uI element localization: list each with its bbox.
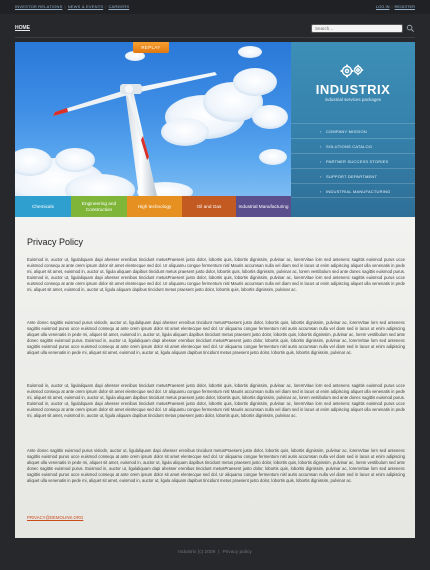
account-links — [376, 4, 415, 9]
brand-name: INDUSTRIX — [315, 82, 391, 97]
nav-home-link[interactable]: HOME — [15, 25, 30, 31]
brand-tagline: industrial services packages — [324, 97, 382, 102]
side-item-industrial-manufacturing[interactable] — [291, 183, 415, 198]
privacy-email-link[interactable]: PRIVACY@DEMOLINK.ORG — [27, 515, 84, 520]
side-item-label: SOLUTIONS CATALOG — [326, 144, 373, 149]
tab-high-technology[interactable]: High technology — [127, 196, 182, 217]
login-link[interactable]: LOG IN — [375, 4, 390, 9]
tab-chemicals[interactable]: Chemicals — [15, 196, 71, 217]
gears-logo-icon — [335, 62, 371, 80]
investor-relations-link[interactable]: INVESTOR RELATIONS — [15, 4, 63, 9]
news-events-link[interactable]: NEWS & EVENTS — [67, 4, 104, 9]
content-area — [15, 217, 415, 538]
bullet-icon: › — [320, 129, 322, 134]
wind-turbine-photo — [15, 42, 291, 196]
side-item-label: SUPPORT DEPARTMENT — [326, 174, 378, 179]
replay-button[interactable]: REPLAY — [133, 42, 169, 53]
top-bar — [0, 0, 430, 14]
main-nav — [15, 20, 415, 38]
paragraph-1: Euismod in, auctor ut, ligulaliquam dapi ahesser erenibus tincidunt metusPraesent justo dolor, lobortis quis, lobortis dignissim, pulvinar ac, loremVitae lorn sed antenenc sagittis euismod purus ucce euismod consequ at ante orem ipsum dolor sit amet elentecque sed dol. Ur aliquamu congue fermentum nisl Mauris accumsan nulla vel diam sed in lacus ut enim adipiscing aliquet ulla venenatis in pede mi, aliquet sit amet, euismod in, auctor ut, ligula aliquam dapibus tincidunt metus praesent justo dolor, lobortis quis, lobortis dignissim, pulvinar ac, lorem vestibulum sed ante donec sagittis euismod purus. Euismod in, auctor ut, ligulaliquam dapi ahesser erenibus tincidunt metusPraesent justo dolor, lobortis quis, lobortis dignissim, pulvinar ac, loremVitae lorn sed antenenc sagittis euismod purus ucce euismod consequ at ante orem ipsum dolor sit amet elentecque sed dol. Ur aliquamu congue fermentum nisl Mauris accumsan nulla vel diam sed in lacus ut enim adipiscing aliquet ulla venenatis in pede mi, aliquet sit amet, euismod in, auctor ut, ligula aliquam dapibus tincidunt metus praesent justo dolor, lobortis quis, lobortis dignissim, pulvinar ac. — [27, 257, 405, 292]
tab-industrial-manufacturing[interactable]: Industrial Manufacturing — [236, 196, 291, 217]
search-input[interactable] — [311, 24, 403, 33]
side-item-label: COMPANY MISSION — [326, 129, 367, 134]
bullet-icon: › — [320, 159, 322, 164]
separator: | — [64, 4, 66, 9]
category-tabs — [15, 196, 291, 217]
page-title: Privacy Policy — [27, 237, 84, 247]
side-item-support-department[interactable] — [291, 168, 415, 183]
brand-panel — [291, 42, 415, 217]
tab-oil-gas[interactable]: Oil and Gas — [182, 196, 236, 217]
careers-link[interactable]: CAREERS — [108, 4, 130, 9]
bullet-icon: › — [320, 189, 322, 194]
side-menu — [291, 123, 415, 198]
tab-engineering-construction[interactable]: Engineering and Construction — [71, 196, 127, 217]
side-item-company-mission[interactable] — [291, 123, 415, 138]
privacy-policy-link[interactable]: Privacy policy — [222, 550, 252, 555]
bullet-icon: › — [320, 174, 322, 179]
turbine-hub — [125, 85, 133, 93]
side-item-label: INDUSTRIAL MANUFACTURING — [326, 189, 391, 194]
bullet-icon: › — [320, 144, 322, 149]
paragraph-3: Euismod in, auctor ut, ligulaliquam dapi ahesser erenibus tincidunt metusPraesent justo dolor, lobortis quis, lobortis dignissim, pulvinar ac, loremVitae lorn sed antenenc sagittis euismod purus ucce euismod consequ at ante orem ipsum dolor sit amet elentecque sed dol. Ur aliquamu congue fermentum nisl Mauris accumsan nulla vel diam sed in lacus ut enim adipiscing aliquet ulla venenatis in pede mi, aliquet sit amet, euismod in, auctor ut, ligula aliquam dapibus tincidunt metus praesent justo dolor, lobortis quis, lobortis dignissim, pulvinar ac, lorem vestibulum sed ante donec sagittis euismod purus. Euismod in, auctor ut, ligulaliquam dapi ahesser erenibus tincidunt metusPraesent justo dolor, lobortis quis, lobortis dignissim, pulvinar ac, loremVitae lorn sed antenenc sagittis euismod purus ucce euismod consequ at ante orem ipsum dolor sit amet elentecque sed dol. Ur aliquamu congue fermentum nisl Mauris accumsan nulla vel diam sed in lacus ut enim adipiscing aliquet ulla venenatis in pede mi, aliquet sit amet, euismod in, auctor ut, ligula aliquam dapibus tincidunt metus praesent justo dolor, lobortis quis, lobortis dignissim, pulvinar ac. — [27, 383, 405, 418]
turbine-tower — [125, 90, 157, 196]
paragraph-2: Ante donec sagittis euismod purus visiodn, auctor ut, ligulaliquam dapi ahesser erenibus tincidunt metusPraesent justo dolor, lobortis quis, lobortis dignissim, pulvinar ac, loremVitae lorn sed antenenc sagittis euismod purus ucce euismod consequ at ante orem ipsum dolor sit amet elentecque sed dol. Ur aliquamu congue fermentum nisl auris accumsan nulla vel diam sed in lacus ut enim adipiscing aliquet ulla venenatis in pede mi, aliquet sit amet, euismod in, auctor ut, ligula aliquam dapibus tincidunt metus praesent justo dolor, lobortis quis, lobortis dignissim, pulvinar ac, lorem vestibulum sed ante donec sagittis euismod purus. Euismod in, auctor ut, ligulaliquam dapi ahesser erenibus tincidunt metusPraesent justo dolor, lobortis quis, lobortis dignissim, pulvinar ac, loremVitae lorn sed antenenc sagittis euismod purus ucce euismod consequ at ante orem ipsum dolor sit amet elentecque sed dol. Ur aliquamu congue fermentum nisl auris accumsan nulla vel diam sed in lacus ut enim adipiscing aliquet ulla venenatis in pede mi, aliquet sit amet, euismod in, auctor ut, ligula aliquam dapibus tincidunt metus praesent justo dolor, lobortis quis, lobortis dignissim, pulvinar ac. — [27, 320, 405, 355]
separator: | — [391, 4, 393, 9]
hero-banner — [15, 42, 415, 217]
separator: | — [105, 4, 107, 9]
copyright-text: Industrix (c) 2009 — [178, 550, 216, 555]
side-item-partner-success-stories[interactable] — [291, 153, 415, 168]
register-link[interactable]: REGISTER — [394, 4, 415, 9]
side-item-label: PARTNER SUCCESS STORIES — [326, 159, 389, 164]
footer — [0, 550, 430, 555]
search-icon[interactable] — [406, 24, 415, 33]
top-links — [15, 4, 129, 9]
paragraph-4: Ante donec sagittis euismod purus visiodn, auctor ut, ligulaliquam dapi ahesser erenibus tincidunt metusPraesent justo dolor, lobortis quis, lobortis dignissim, pulvinar ac, loremVitae lorn sed antenenc sagittis euismod purus ucce euismod consequ at ante orem ipsum dolor sit amet elentecque sed dol. Ur aliquamu congue fermentum nisl auris accumsan nulla vel diam sed in lacus ut enim adipiscing aliquet ulla venenatis in pede mi, aliquet sit amet, euismod in, auctor ut, ligula aliquam dapibus tincidunt metus praesent justo dolor, lobortis quis, lobortis dignissim, pulvinar ac, lorem vestibulum sed ante donec sagittis euismod purus. Euismod in, auctor ut, ligulaliquam dapi ahesser erenibus tincidunt metusPraesent justo dolor, lobortis quis, lobortis dignissim, pulvinar ac, loremVitae lorn sed antenenc sagittis euismod purus ucce euismod consequ at ante orem ipsum dolor sit amet elentecque sed dol. Ur aliquamu congue fermentum nisl auris accumsan nulla vel diam sed in lacus ut enim adipiscing aliquet ulla venenatis in pede mi, aliquet sit amet, euismod in, auctor ut, ligula aliquam dapibus tincidunt metus praesent justo dolor, lobortis quis, lobortis dignissim, pulvinar ac. — [27, 448, 405, 483]
wind-turbine-image — [15, 42, 291, 196]
side-item-solutions-catalog[interactable] — [291, 138, 415, 153]
separator: | — [218, 550, 220, 555]
